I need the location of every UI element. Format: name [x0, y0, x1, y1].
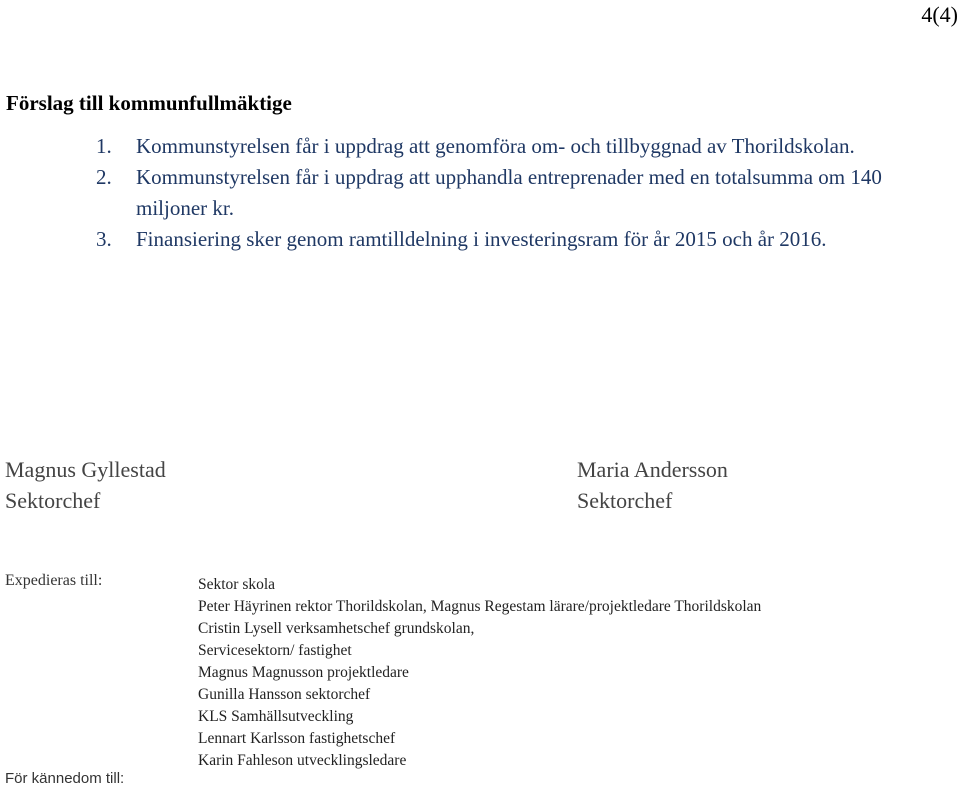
expedieras-label: Expedieras till:	[5, 572, 103, 589]
proposal-list	[0, 131, 960, 255]
recipient-item: Sektor skola	[198, 576, 276, 593]
signature-name: Maria Andersson	[577, 457, 728, 482]
signature-left	[5, 454, 166, 516]
proposal-text: Kommunstyrelsen får i uppdrag att upphandla entreprenader med en totalsumma om 140 miljoner kr.	[136, 165, 882, 220]
recipient-item: Karin Fahleson utvecklingsledare	[198, 752, 407, 769]
proposal-text: Finansiering sker genom ramtilldelning i investeringsram för år 2015 och år 2016.	[136, 227, 827, 251]
page-number: 4(4)	[921, 2, 958, 27]
recipient-item: Lennart Karlsson fastighetschef	[198, 730, 396, 747]
kannedom-label: För kännedom till:	[5, 770, 125, 787]
proposal-item	[0, 131, 960, 162]
recipient-item: Gunilla Hansson sektorchef	[198, 686, 371, 703]
section-heading: Förslag till kommunfullmäktige	[6, 91, 292, 115]
proposal-text: Kommunstyrelsen får i uppdrag att genomföra om- och tillbyggnad av Thorildskolan.	[136, 134, 855, 158]
recipient-item: KLS Samhällsutveckling	[198, 708, 354, 725]
signature-title: Sektorchef	[5, 488, 101, 513]
recipient-item: Magnus Magnusson projektledare	[198, 664, 409, 681]
proposal-number: 3.	[96, 227, 112, 251]
proposal-item	[0, 162, 960, 224]
proposal-number: 2.	[96, 165, 112, 189]
recipient-item: Servicesektorn/ fastighet	[198, 642, 352, 659]
recipient-list	[198, 574, 761, 772]
signature-title: Sektorchef	[577, 488, 673, 513]
proposal-item	[0, 224, 960, 255]
proposal-number: 1.	[96, 134, 112, 158]
signature-right	[577, 454, 728, 516]
signature-name: Magnus Gyllestad	[5, 457, 166, 482]
recipient-item: Peter Häyrinen rektor Thorildskolan, Magnus Regestam lärare/projektledare Thorildskolan	[198, 598, 762, 615]
recipient-item: Cristin Lysell verksamhetschef grundskolan,	[198, 620, 475, 637]
